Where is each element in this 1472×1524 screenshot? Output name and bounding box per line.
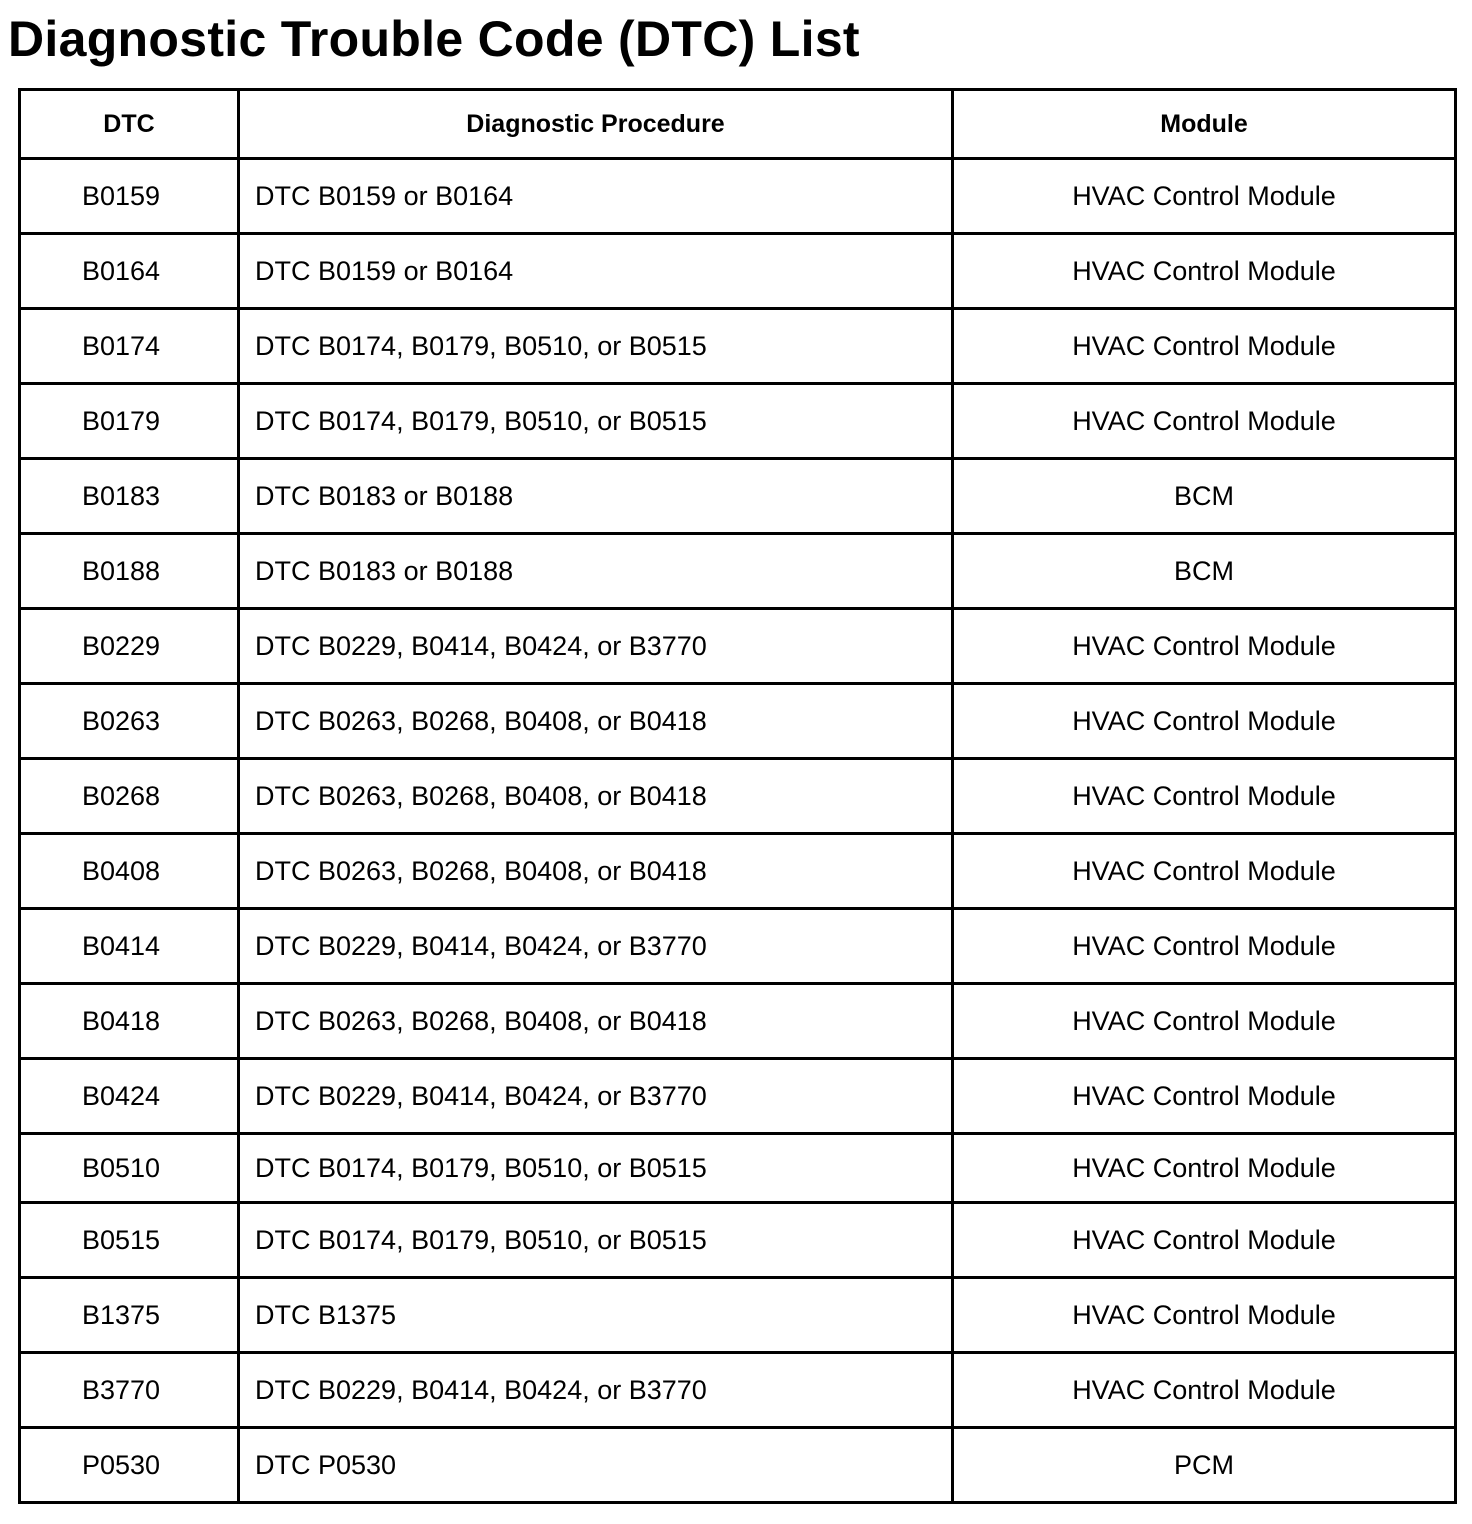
procedure-cell: DTC B0183 or B0188 bbox=[239, 534, 953, 609]
dtc-cell: B0424 bbox=[20, 1059, 239, 1134]
table-row bbox=[20, 759, 1456, 834]
module-cell: HVAC Control Module bbox=[953, 834, 1456, 909]
column-header-module: Module bbox=[953, 90, 1456, 159]
procedure-cell: DTC B0174, B0179, B0510, or B0515 bbox=[239, 1134, 953, 1203]
dtc-cell: B0188 bbox=[20, 534, 239, 609]
module-cell: HVAC Control Module bbox=[953, 159, 1456, 234]
module-cell: HVAC Control Module bbox=[953, 1059, 1456, 1134]
module-cell: HVAC Control Module bbox=[953, 609, 1456, 684]
table-row bbox=[20, 609, 1456, 684]
module-cell: HVAC Control Module bbox=[953, 1203, 1456, 1278]
table-row bbox=[20, 534, 1456, 609]
procedure-cell: DTC B0229, B0414, B0424, or B3770 bbox=[239, 909, 953, 984]
page-title: Diagnostic Trouble Code (DTC) List bbox=[8, 11, 860, 67]
table-row bbox=[20, 1059, 1456, 1134]
dtc-cell: B0263 bbox=[20, 684, 239, 759]
dtc-cell: B0515 bbox=[20, 1203, 239, 1278]
module-cell: HVAC Control Module bbox=[953, 909, 1456, 984]
module-cell: HVAC Control Module bbox=[953, 1353, 1456, 1428]
dtc-cell: B0418 bbox=[20, 984, 239, 1059]
table-row bbox=[20, 1203, 1456, 1278]
dtc-cell: B0229 bbox=[20, 609, 239, 684]
dtc-cell: B0408 bbox=[20, 834, 239, 909]
procedure-cell: DTC B0159 or B0164 bbox=[239, 234, 953, 309]
table-row bbox=[20, 684, 1456, 759]
dtc-cell: P0530 bbox=[20, 1428, 239, 1503]
procedure-cell: DTC B0229, B0414, B0424, or B3770 bbox=[239, 609, 953, 684]
table-header-row bbox=[20, 90, 1456, 159]
procedure-cell: DTC B0229, B0414, B0424, or B3770 bbox=[239, 1353, 953, 1428]
module-cell: HVAC Control Module bbox=[953, 684, 1456, 759]
procedure-cell: DTC B0174, B0179, B0510, or B0515 bbox=[239, 384, 953, 459]
table-row bbox=[20, 1353, 1456, 1428]
module-cell: HVAC Control Module bbox=[953, 384, 1456, 459]
procedure-cell: DTC B0263, B0268, B0408, or B0418 bbox=[239, 759, 953, 834]
procedure-cell: DTC P0530 bbox=[239, 1428, 953, 1503]
module-cell: PCM bbox=[953, 1428, 1456, 1503]
table-row bbox=[20, 834, 1456, 909]
procedure-cell: DTC B0174, B0179, B0510, or B0515 bbox=[239, 309, 953, 384]
column-header-dtc: DTC bbox=[20, 90, 239, 159]
dtc-cell: B0414 bbox=[20, 909, 239, 984]
table-row bbox=[20, 1428, 1456, 1503]
module-cell: HVAC Control Module bbox=[953, 759, 1456, 834]
module-cell: HVAC Control Module bbox=[953, 309, 1456, 384]
table-row bbox=[20, 909, 1456, 984]
table-row bbox=[20, 459, 1456, 534]
dtc-cell: B0164 bbox=[20, 234, 239, 309]
procedure-cell: DTC B0183 or B0188 bbox=[239, 459, 953, 534]
procedure-cell: DTC B0263, B0268, B0408, or B0418 bbox=[239, 684, 953, 759]
table-row bbox=[20, 159, 1456, 234]
procedure-cell: DTC B0263, B0268, B0408, or B0418 bbox=[239, 834, 953, 909]
procedure-cell: DTC B0159 or B0164 bbox=[239, 159, 953, 234]
module-cell: HVAC Control Module bbox=[953, 234, 1456, 309]
table-row bbox=[20, 384, 1456, 459]
dtc-cell: B0179 bbox=[20, 384, 239, 459]
dtc-cell: B3770 bbox=[20, 1353, 239, 1428]
dtc-table bbox=[18, 88, 1457, 1504]
dtc-cell: B1375 bbox=[20, 1278, 239, 1353]
dtc-cell: B0183 bbox=[20, 459, 239, 534]
table-row bbox=[20, 1278, 1456, 1353]
table-row bbox=[20, 1134, 1456, 1203]
procedure-cell: DTC B0229, B0414, B0424, or B3770 bbox=[239, 1059, 953, 1134]
procedure-cell: DTC B1375 bbox=[239, 1278, 953, 1353]
table-row bbox=[20, 234, 1456, 309]
column-header-procedure: Diagnostic Procedure bbox=[239, 90, 953, 159]
table-row bbox=[20, 984, 1456, 1059]
dtc-cell: B0159 bbox=[20, 159, 239, 234]
module-cell: BCM bbox=[953, 459, 1456, 534]
procedure-cell: DTC B0174, B0179, B0510, or B0515 bbox=[239, 1203, 953, 1278]
module-cell: HVAC Control Module bbox=[953, 1134, 1456, 1203]
module-cell: HVAC Control Module bbox=[953, 984, 1456, 1059]
procedure-cell: DTC B0263, B0268, B0408, or B0418 bbox=[239, 984, 953, 1059]
table-row bbox=[20, 309, 1456, 384]
module-cell: HVAC Control Module bbox=[953, 1278, 1456, 1353]
dtc-cell: B0174 bbox=[20, 309, 239, 384]
dtc-cell: B0268 bbox=[20, 759, 239, 834]
dtc-cell: B0510 bbox=[20, 1134, 239, 1203]
module-cell: BCM bbox=[953, 534, 1456, 609]
